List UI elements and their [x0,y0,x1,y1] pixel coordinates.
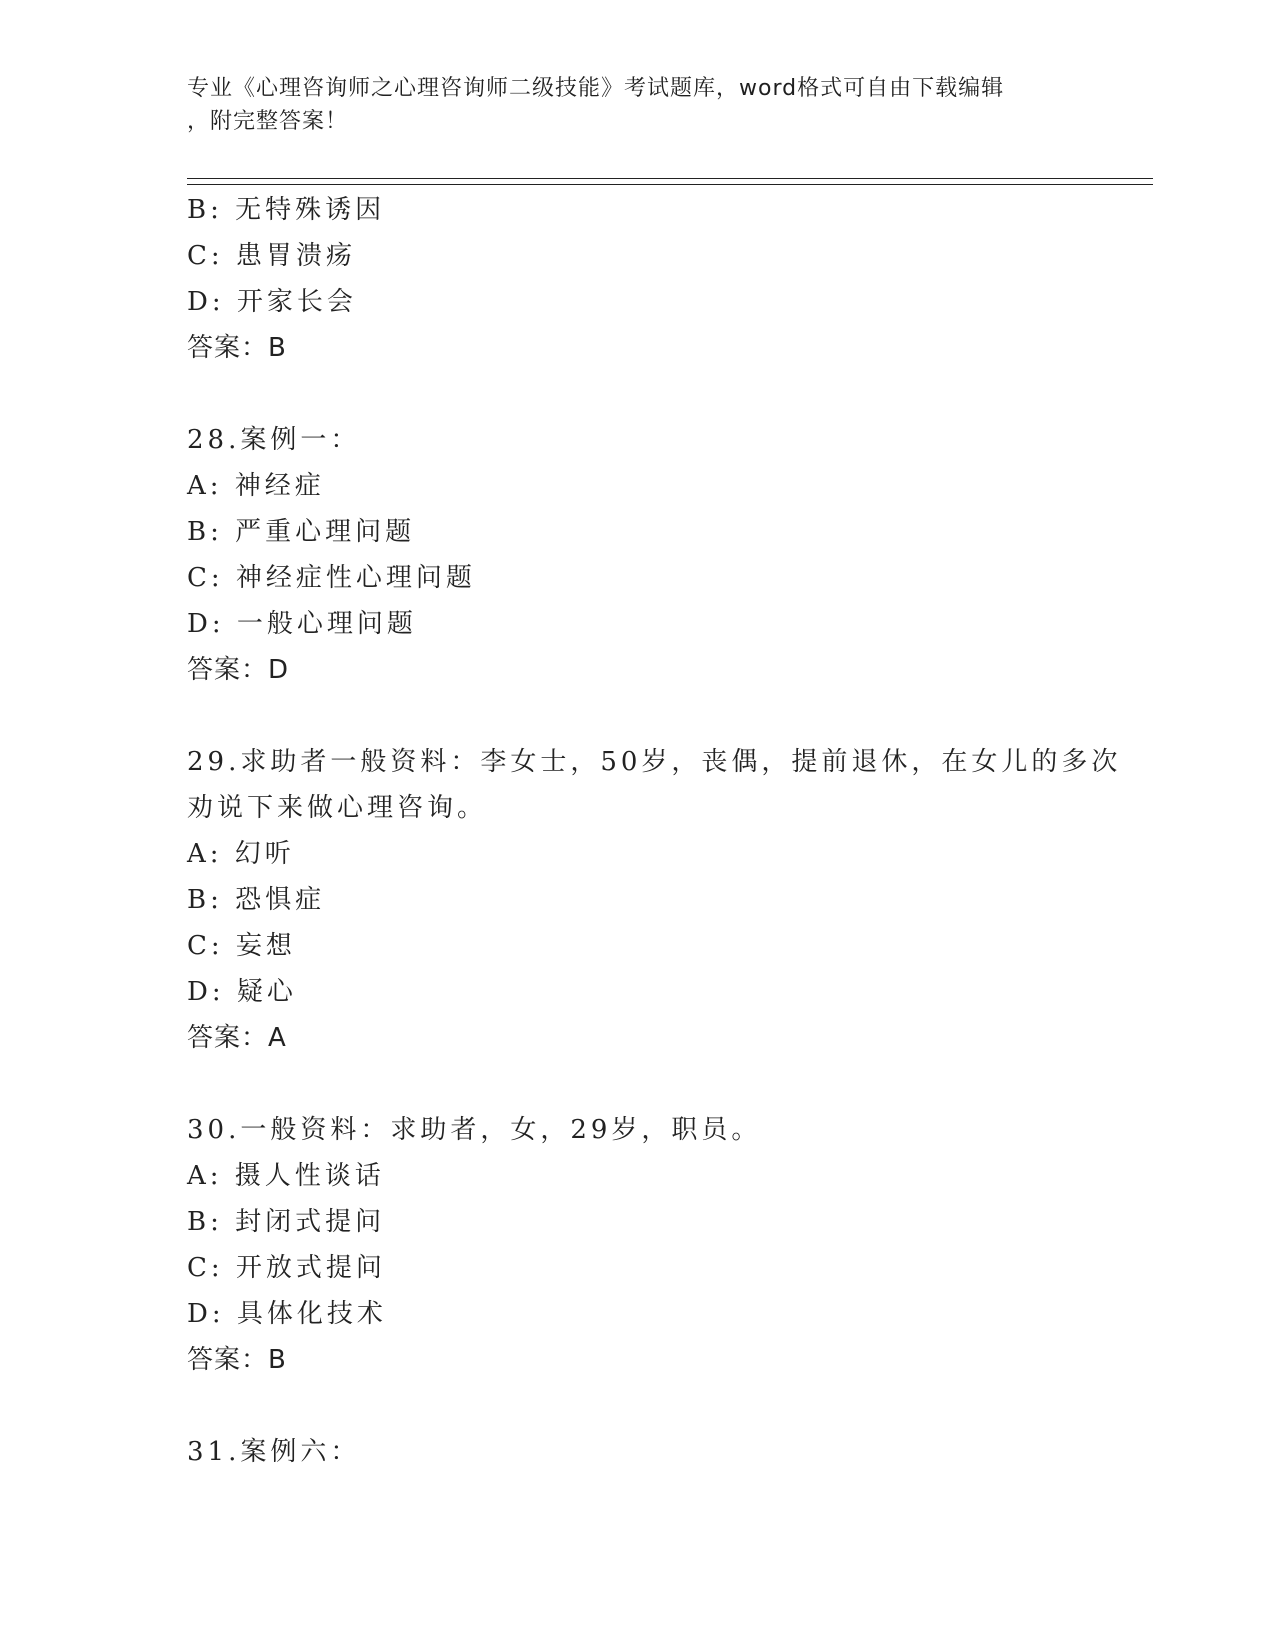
option-a: A: 神经症 [187,471,325,501]
question-stem: 31.案例六： [187,1437,361,1467]
question-block-31 [187,1429,1137,1475]
document-header [187,72,1067,138]
option-b: B: 无特殊诱因 [187,195,386,225]
header-title-line-1: 专业《心理咨询师之心理咨询师二级技能》考试题库，word格式可自由下载编辑 [187,76,1005,101]
spacer [187,693,1137,739]
option-c: C: 妄想 [187,931,296,961]
answer-line: 答案：A [187,1023,287,1053]
question-stem: 28.案例一： [187,425,361,455]
spacer [187,1383,1137,1429]
spacer [187,371,1137,417]
option-c: C: 开放式提问 [187,1253,386,1283]
question-stem-continued: 劝说下来做心理咨询。 [187,793,488,823]
option-b: B: 封闭式提问 [187,1207,386,1237]
header-title-line-2: ，附完整答案！ [187,109,349,134]
question-block-28 [187,417,1137,693]
question-block-30 [187,1107,1137,1383]
answer-line: 答案：B [187,1345,287,1375]
header-divider-bottom [187,184,1153,185]
option-d: D: 一般心理问题 [187,609,417,639]
option-b: B: 严重心理问题 [187,517,416,547]
question-block-27-continued [187,187,1137,371]
option-a: A: 幻听 [187,839,295,869]
question-stem: 30.一般资料：求助者，女，29岁，职员。 [187,1115,762,1145]
question-stem: 29.求助者一般资料：李女士，50岁，丧偶，提前退休，在女儿的多次 [187,747,1122,777]
option-c: C: 患胃溃疡 [187,241,356,271]
option-c: C: 神经症性心理问题 [187,563,476,593]
option-d: D: 疑心 [187,977,297,1007]
option-d: D: 开家长会 [187,287,357,317]
header-divider-top [187,178,1153,179]
answer-line: 答案：D [187,655,290,685]
option-d: D: 具体化技术 [187,1299,387,1329]
spacer [187,1061,1137,1107]
option-a: A: 摄人性谈话 [187,1161,385,1191]
question-block-29 [187,739,1137,1061]
question-list [187,187,1137,1475]
option-b: B: 恐惧症 [187,885,326,915]
answer-line: 答案：B [187,333,287,363]
